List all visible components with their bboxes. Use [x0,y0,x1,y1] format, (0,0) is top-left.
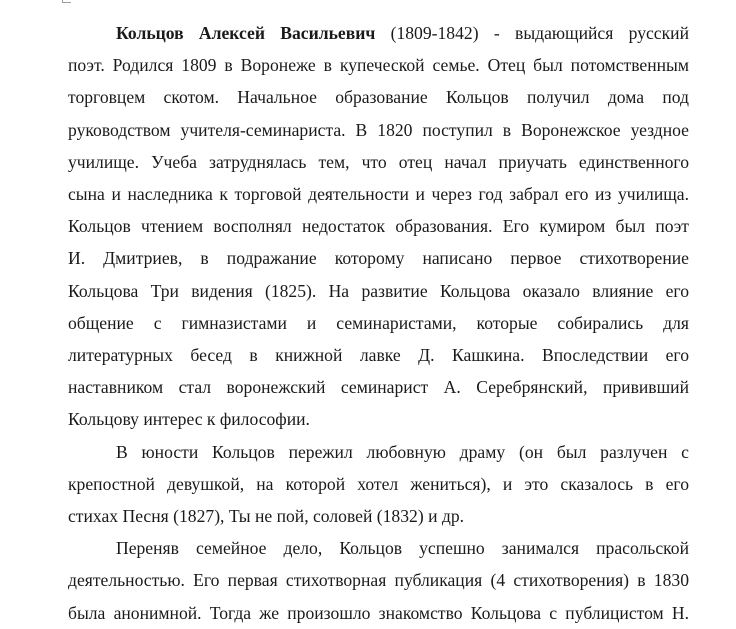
text-line: общение с гимназистами и семинаристами, которые собирались для [68,312,689,333]
text-line: наставником стал воронежский семинарист А. Серебрянский, прививший [68,377,689,398]
text-line: сына и наследника к торговой деятельности и через год забрал его из училища. [68,184,689,205]
text-line: стихах Песня (1827), Ты не пой, соловей (1832) и др. [68,506,465,527]
text-line: литературных бесед в книжной лавке Д. Кашкина. Впоследствии его [68,345,689,366]
author-name-bold: Кольцов Алексей Васильевич [116,23,376,43]
paragraph-3 [68,532,689,629]
text-line: крепостной девушкой, на которой хотел жениться), и это сказалось в его [68,473,689,494]
document-text[interactable] [68,17,689,629]
text-line: И. Дмитриев, в подражание которому написано первое стихотворение [68,248,689,269]
text-line: Кольцов чтением восполнял недостаток образования. Его кумиром был поэт [68,216,689,237]
text-line: поэт. Родился 1809 в Воронеже в купеческой семье. Отец был потомственным [68,55,689,76]
text-line: деятельностью. Его первая стихотворная публикация (4 стихотворения) в 1830 [68,570,689,591]
text-line: руководством учителя-семинариста. В 1820 поступил в Воронежское уездное [68,119,689,140]
text-line: училище. Учеба затруднялась тем, что отец начал приучать единственного [68,151,689,172]
text-line: Кольцов Алексей Васильевич (1809-1842) - выдающийся русский [116,23,689,43]
paragraph-1 [68,17,689,436]
text-line: Переняв семейное дело, Кольцов успешно занимался прасольской [116,538,689,559]
text-line: Кольцова Три видения (1825). На развитие Кольцова оказало влияние его [68,280,689,301]
text-line: В юности Кольцов пережил любовную драму (он был разлучен с [116,441,689,462]
text-line: была анонимной. Тогда же произошло знакомство Кольцова с публицистом Н. [68,602,689,623]
paragraph-2 [68,436,689,533]
text-boundary-mark [62,0,71,3]
text-line: торговцем скотом. Начальное образование Кольцов получил дома под [68,87,689,108]
text-line: Кольцову интерес к философии. [68,409,310,430]
